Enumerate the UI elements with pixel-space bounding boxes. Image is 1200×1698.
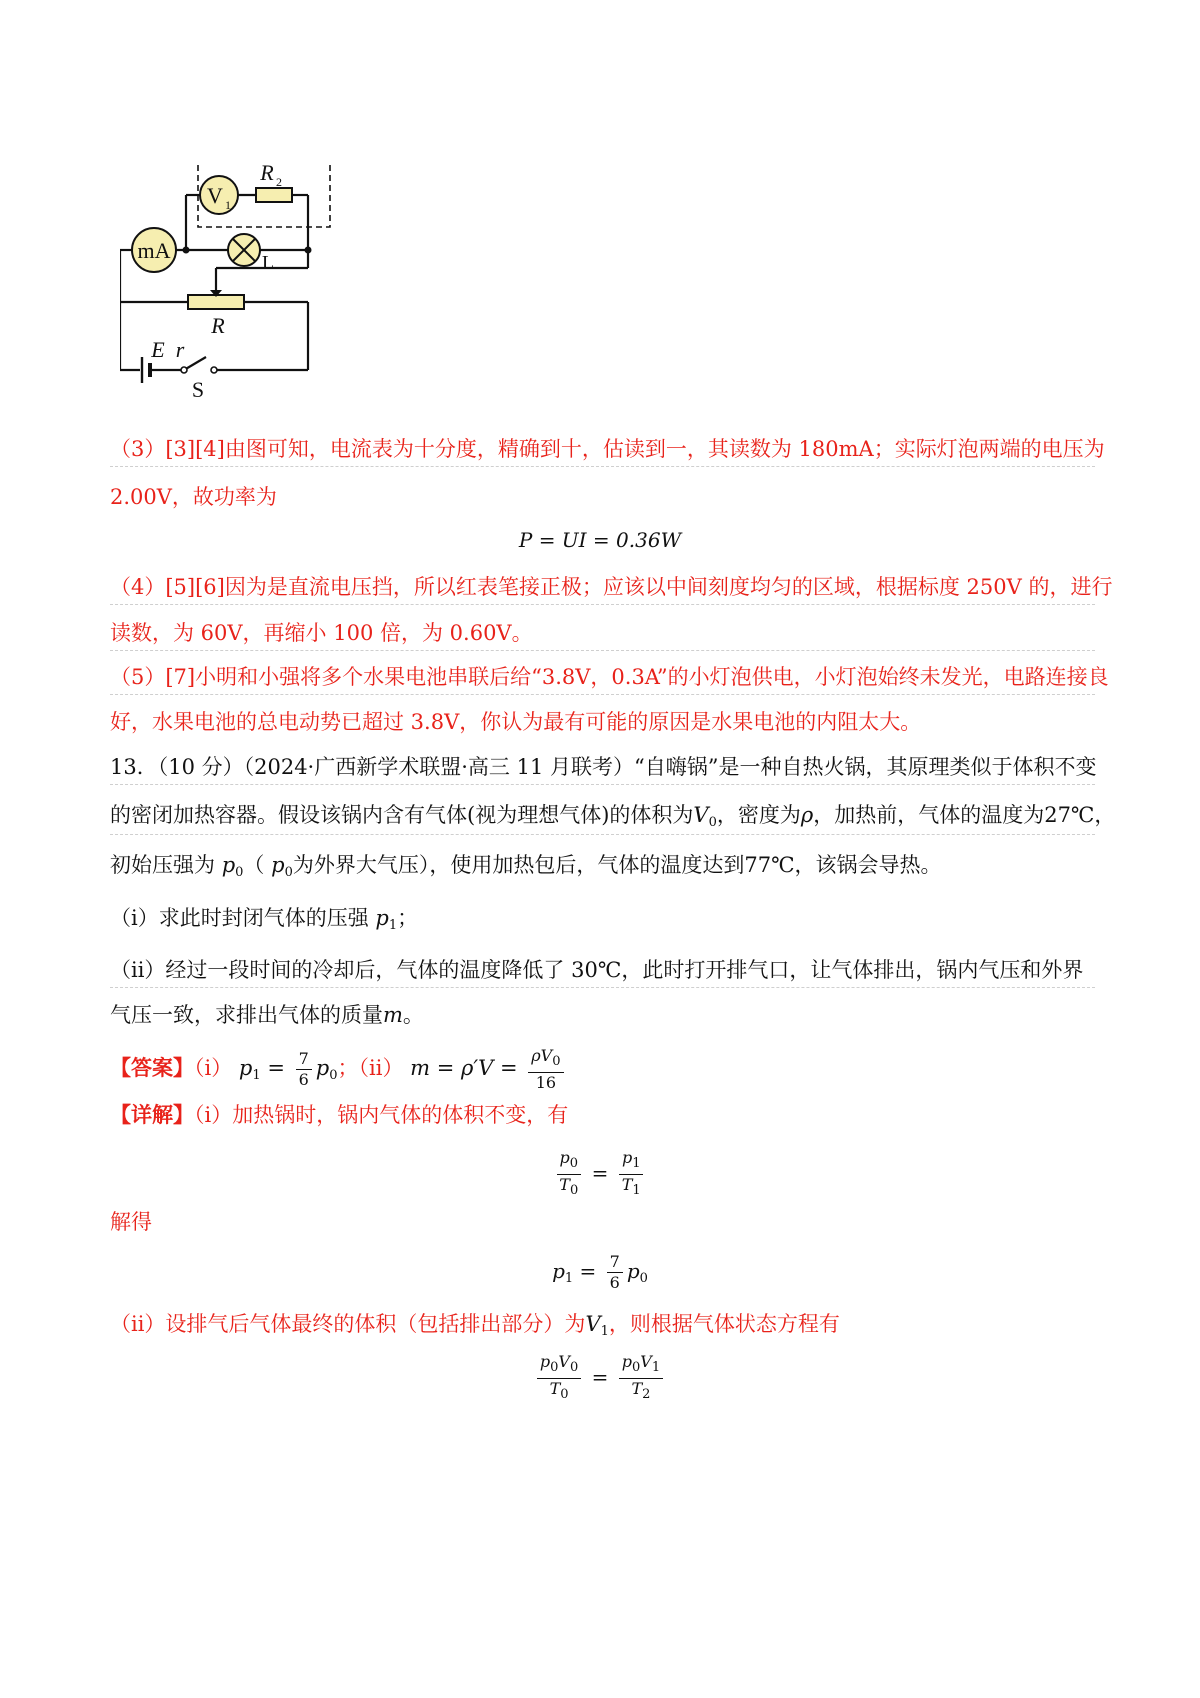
answer-label: 【答案】	[110, 1055, 194, 1080]
q13-line-3a: 初始压强为	[110, 853, 215, 877]
q13-sub-ii-text: 气压一致，求排出气体的质量	[110, 1003, 383, 1027]
explain-line-1	[110, 1100, 568, 1130]
voltmeter-label: V	[207, 183, 223, 208]
answer-line: 【答案】（ⅰ） $p_1$ = $\frac{7}{6}$ $p_0$；（ⅱ） m = ρ′V = $\frac{\rho V_0}{16}$	[110, 1046, 568, 1096]
q4-line-1: （4）[5][6]因为是直流电压挡，所以红表笔接正极；应该以中间刻度均匀的区域，根据标度 250V 的，进行	[110, 575, 1113, 599]
divider	[110, 466, 1095, 467]
divider	[110, 694, 1095, 695]
rheostat-label: R	[211, 313, 225, 338]
denominator: 16	[535, 1073, 557, 1092]
explain-ii-end: ，则根据气体状态方程有	[608, 1312, 840, 1336]
answer-part-i: （ⅰ）	[194, 1056, 233, 1080]
q4-line-2: 读数，为 60V，再缩小 100 倍，为 0.60V。	[110, 621, 533, 645]
divider	[110, 650, 1095, 651]
explain-formula-3: $\frac{p_0V_0}{T_0}$ = $\frac{p_0V_1}{T_2}$	[0, 1352, 1200, 1405]
q3-formula: P = UI = 0.36W	[518, 528, 682, 552]
q13-sub-ii-line-2: 气压一致，求排出气体的质量m。	[110, 1003, 424, 1027]
r2-subscript: 2	[276, 175, 282, 189]
q3-line-1: （3）[3][4]由图可知，电流表为十分度，精确到十，估读到一，其读数为 180mA；实际灯泡两端的电压为	[110, 437, 1105, 461]
numerator: 7	[607, 1252, 623, 1273]
explain-label: 【详解】	[110, 1102, 194, 1127]
denominator: 6	[298, 1070, 309, 1089]
explain-jiede: 解得	[110, 1210, 152, 1234]
r2-label: R	[260, 165, 274, 185]
circuit-diagram	[120, 165, 360, 405]
q13-line-3c: 为外界大气压），使用加热包后，气体的温度达到77℃，该锅会导热。	[292, 853, 942, 877]
q13-line-2: 的密闭加热容器。假设该锅内含有气体(视为理想气体)的体积为$V_0$，密度为ρ，加热前，气体的温度为27℃，	[110, 803, 1116, 830]
q13-sub-i-text: （ⅰ）求此时封闭气体的压强	[110, 906, 369, 930]
emf-label: E	[151, 337, 165, 362]
answer-m-equation: m = ρ′V =	[410, 1056, 518, 1080]
divider	[110, 834, 1095, 835]
q13-line-1: 13．（10 分）（2024·广西新学术联盟·高三 11 月联考）“自嗨锅”是一种自热火锅，其原理类似于体积不变	[110, 755, 1097, 779]
divider	[110, 784, 1095, 785]
q13-line-3b: （	[243, 853, 265, 877]
q3-line-2: 2.00V，故功率为	[110, 485, 277, 509]
q13-sub-ii-line-1: （ⅱ）经过一段时间的冷却后，气体的温度降低了 30℃，此时打开排气口，让气体排出，锅内气压和外界	[110, 958, 1084, 982]
explain-text-1: （ⅰ）加热锅时，锅内气体的体积不变，有	[194, 1103, 569, 1127]
answer-fraction-7-6	[296, 1049, 312, 1090]
denominator: 6	[609, 1273, 620, 1292]
q13-line-2a: 的密闭加热容器。假设该锅内含有气体(视为理想气体)的体积为	[110, 803, 694, 827]
q5-line-1: （5）[7]小明和小强将多个水果电池串联后给“3.8V，0.3A”的小灯泡供电，小灯泡始终未发光，电路连接良	[110, 665, 1109, 689]
q13-line-2b: ，密度为	[716, 803, 801, 827]
explain-ii-line: （ⅱ）设排气后气体最终的体积（包括排出部分）为$V_1$，则根据气体状态方程有	[110, 1312, 840, 1339]
internal-resistance-label: r	[175, 337, 185, 362]
q13-line-3: 初始压强为 $p_0$（ $p_0$为外界大气压），使用加热包后，气体的温度达到77℃，该锅会导热。	[110, 853, 942, 880]
lamp-label: L	[261, 252, 275, 274]
answer-part-ii: ；（ⅱ）	[337, 1056, 404, 1080]
divider	[110, 604, 1095, 605]
numerator: 7	[296, 1049, 312, 1070]
divider	[110, 987, 1095, 988]
explain-formula-2: $p_1$ = $\frac{7}{6}$ $p_0$	[552, 1252, 648, 1292]
ammeter-label: mA	[137, 238, 171, 263]
explain-formula-1: $\frac{p_0}{T_0}$ = $\frac{p_1}{T_1}$	[0, 1148, 1200, 1201]
q13-sub-i-end: ；	[397, 906, 419, 930]
q13-sub-ii-end: 。	[402, 1003, 424, 1027]
switch-label: S	[191, 377, 205, 402]
q13-line-2c: ，加热前，气体的温度为27℃，	[813, 803, 1116, 827]
q13-sub-i: （ⅰ）求此时封闭气体的压强 $p_1$；	[110, 906, 419, 933]
voltmeter-subscript: 1	[225, 198, 231, 212]
explain-ii-text: （ⅱ）设排气后气体最终的体积（包括排出部分）为	[110, 1312, 586, 1336]
q5-line-2: 好，水果电池的总电动势已超过 3.8V，你认为最有可能的原因是水果电池的内阻太大。	[110, 710, 922, 734]
answer-fraction-rhoV0-16: $\frac{\rho V_0}{16}$	[528, 1046, 563, 1093]
